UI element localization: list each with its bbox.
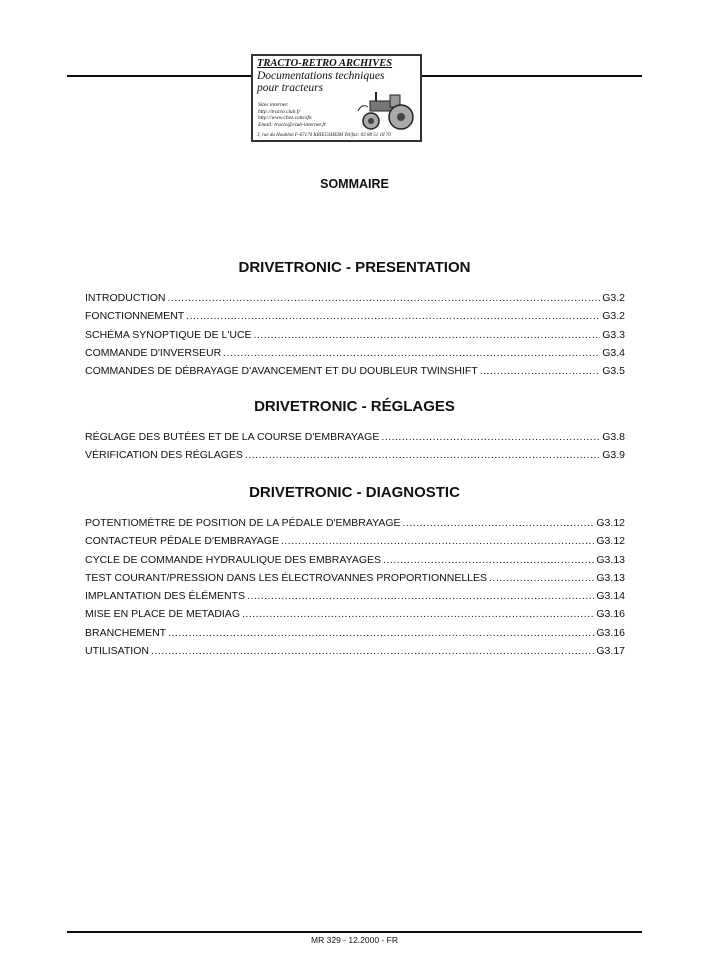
footer-reference: MR 329 - 12.2000 - FR xyxy=(311,935,398,945)
toc-entry-page: G3.17 xyxy=(596,645,625,658)
toc-entry-page: G3.8 xyxy=(602,431,625,443)
toc-leader xyxy=(186,307,600,325)
logo-site1: http://tracto.club.fr xyxy=(258,108,301,115)
toc-entry[interactable] xyxy=(85,307,625,325)
logo-address: 3, rue du Houblon F-67170 KRIEGSHEIM Tel/fax: 03 88 51 18 70 xyxy=(257,133,391,138)
archive-logo xyxy=(251,54,422,142)
footer-rule xyxy=(67,931,642,933)
toc-entry-label: FONCTIONNEMENT xyxy=(85,310,185,323)
toc-reglages xyxy=(85,428,625,465)
toc-leader xyxy=(247,587,594,605)
logo-line2: pour tracteurs xyxy=(257,82,324,94)
toc-entry-page: G3.13 xyxy=(596,571,625,584)
toc-leader xyxy=(254,326,601,344)
toc-leader xyxy=(168,289,601,307)
toc-leader xyxy=(223,344,600,362)
section-title-reglages: DRIVETRONIC - RÉGLAGES xyxy=(254,398,455,415)
toc-entry-label: INTRODUCTION xyxy=(85,292,166,304)
toc-entry-label: CYCLE DE COMMANDE HYDRAULIQUE DES EMBRAYAGES xyxy=(85,553,381,566)
toc-entry-page: G3.9 xyxy=(602,449,625,462)
logo-contact xyxy=(258,102,326,128)
toc-entry-page: G3.2 xyxy=(602,310,625,323)
toc-diagnostic xyxy=(85,514,625,660)
toc-presentation xyxy=(85,289,625,380)
toc-entry[interactable] xyxy=(85,624,625,642)
toc-entry-label: COMMANDE D'INVERSEUR xyxy=(85,346,222,359)
toc-entry[interactable] xyxy=(85,326,625,344)
toc-leader xyxy=(383,551,594,569)
toc-entry-page: G3.4 xyxy=(602,346,625,359)
toc-entry[interactable] xyxy=(85,362,625,380)
logo-site2: http://www.chez.com/sfn xyxy=(258,115,312,121)
tractor-illustration-icon xyxy=(354,89,416,131)
toc-entry[interactable] xyxy=(85,289,625,307)
logo-email: Email: tracto@club-internet.fr xyxy=(258,121,326,128)
toc-entry-page: G3.14 xyxy=(596,590,625,603)
toc-entry[interactable] xyxy=(85,428,625,446)
toc-entry-page: G3.2 xyxy=(602,292,625,304)
toc-entry[interactable] xyxy=(85,569,625,587)
toc-entry-label: IMPLANTATION DES ÉLÉMENTS xyxy=(85,590,246,603)
toc-entry-label: POTENTIOMÈTRE DE POSITION DE LA PÉDALE D'EMBRAYAGE xyxy=(85,517,401,529)
toc-entry[interactable] xyxy=(85,514,625,532)
toc-entry-label: COMMANDES DE DÉBRAYAGE D'AVANCEMENT ET DU DOUBLEUR TWINSHIFT xyxy=(85,365,478,378)
toc-entry[interactable] xyxy=(85,344,625,362)
toc-leader xyxy=(403,514,595,532)
toc-entry-page: G3.16 xyxy=(596,626,625,639)
logo-line1: Documentations techniques xyxy=(257,70,385,82)
toc-entry-label: CONTACTEUR PÉDALE D'EMBRAYAGE xyxy=(85,535,279,548)
logo-sites-label: Sites internet: xyxy=(258,102,289,108)
toc-entry[interactable] xyxy=(85,587,625,605)
toc-entry[interactable] xyxy=(85,446,625,464)
toc-entry-page: G3.12 xyxy=(596,535,625,548)
toc-entry-page: G3.16 xyxy=(596,608,625,621)
toc-entry-label: VÉRIFICATION DES RÉGLAGES xyxy=(85,449,243,462)
toc-entry-label: RÉGLAGE DES BUTÉES ET DE LA COURSE D'EMBRAYAGE xyxy=(85,431,380,443)
toc-leader xyxy=(480,362,601,380)
toc-entry-page: G3.5 xyxy=(602,365,625,378)
toc-entry-label: BRANCHEMENT xyxy=(85,626,167,639)
toc-leader xyxy=(281,532,594,550)
toc-entry[interactable] xyxy=(85,532,625,550)
toc-entry-label: SCHÉMA SYNOPTIQUE DE L'UCE xyxy=(85,328,252,341)
toc-entry-label: TEST COURANT/PRESSION DANS LES ÉLECTROVANNES PROPORTIONNELLES xyxy=(85,571,488,584)
toc-leader xyxy=(489,569,594,587)
toc-leader xyxy=(245,446,600,464)
toc-leader xyxy=(242,605,594,623)
logo-title: TRACTO-RETRO ARCHIVES xyxy=(257,58,393,69)
toc-leader xyxy=(381,428,600,446)
toc-leader xyxy=(151,642,594,660)
toc-entry[interactable] xyxy=(85,642,625,660)
toc-entry[interactable] xyxy=(85,551,625,569)
section-title-diagnostic: DRIVETRONIC - DIAGNOSTIC xyxy=(249,484,460,501)
sommaire-heading: SOMMAIRE xyxy=(320,177,389,191)
toc-entry-label: MISE EN PLACE DE METADIAG xyxy=(85,608,241,621)
toc-entry[interactable] xyxy=(85,605,625,623)
section-title-presentation: DRIVETRONIC - PRESENTATION xyxy=(238,259,471,276)
toc-entry-page: G3.13 xyxy=(596,553,625,566)
toc-entry-page: G3.12 xyxy=(596,517,625,529)
toc-entry-label: UTILISATION xyxy=(85,645,149,658)
toc-entry-page: G3.3 xyxy=(602,328,625,341)
toc-leader xyxy=(168,624,594,642)
